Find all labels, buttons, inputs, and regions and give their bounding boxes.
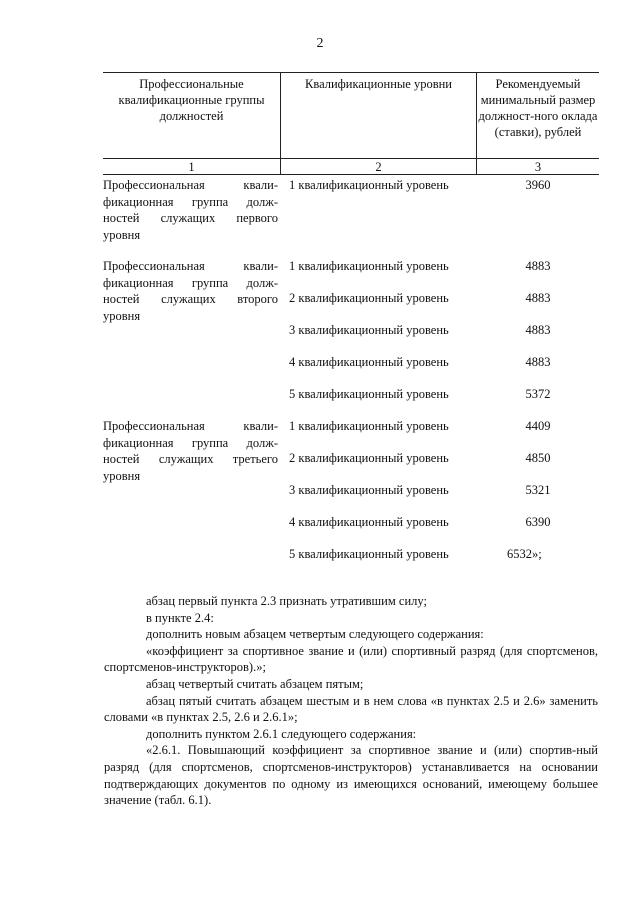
paragraph: абзац первый пункта 2.3 признать утратившим силу; <box>146 594 427 608</box>
table-top-rule <box>103 72 599 73</box>
page-number: 2 <box>316 36 324 51</box>
salary-value: 4883 <box>525 323 551 337</box>
level-label: 1 квалификационный уровень <box>289 419 449 433</box>
level-label: 3 квалификационный уровень <box>289 323 449 337</box>
salary-value: 3960 <box>525 178 551 192</box>
paragraph: дополнить пунктом 2.6.1 следующего содержания: <box>146 726 417 741</box>
salary-value: 4883 <box>525 355 551 369</box>
header-salary: Рекомендуемый минимальный размер должност-ного оклада (ставки), рублей <box>478 77 598 139</box>
salary-value: 5321 <box>525 483 551 497</box>
paragraph: абзац четвертый считать абзацем пятым; <box>146 676 364 691</box>
salary-value: 6390 <box>525 515 551 529</box>
salary-value: 6532»; <box>507 547 542 561</box>
level-label: 1 квалификационный уровень <box>289 178 449 192</box>
header-levels: Квалификационные уровни <box>305 77 452 91</box>
salary-value: 5372 <box>525 387 551 401</box>
salary-value: 4883 <box>525 291 551 305</box>
group-name: Профессиональная квали-фикационная группа долж-ностей служащих третьего уровня <box>103 419 278 483</box>
amendment-text <box>104 593 598 809</box>
level-label: 5 квалификационный уровень <box>289 387 449 401</box>
paragraph: дополнить новым абзацем четвертым следующего содержания: <box>146 627 484 642</box>
level-label: 4 квалификационный уровень <box>289 515 449 529</box>
salary-value: 4883 <box>525 259 551 273</box>
level-label: 1 квалификационный уровень <box>289 259 449 273</box>
paragraph: «коэффициент за спортивное звание и (или) спортивный разряд (для спортсменов, спортсменов-инструкторов).»; <box>104 643 598 675</box>
column-number: 2 <box>375 160 382 174</box>
column-number: 1 <box>188 160 195 174</box>
salary-value: 4850 <box>525 451 551 465</box>
level-label: 4 квалификационный уровень <box>289 355 449 369</box>
level-label: 5 квалификационный уровень <box>289 547 449 561</box>
salary-value: 4409 <box>525 419 551 433</box>
group-name: Профессиональная квали-фикационная группа долж-ностей служащих второго уровня <box>103 259 278 323</box>
level-label: 2 квалификационный уровень <box>289 291 449 305</box>
paragraph: «2.6.1. Повышающий коэффициент за спортивное звание и (или) спортив-ный разряд (для спортсменов, спортсменов-инструкторов) устанавливается на основании подтверждающих документов по одному из имеющихся оснований, имеющему большее значение (табл. 6.1). <box>104 743 598 808</box>
paragraph: в пункте 2.4: <box>146 610 214 625</box>
paragraph: абзац пятый считать абзацем шестым и в нем слова «в пунктах 2.5 и 2.6» заменить словами «в пунктах 2.5, 2.6 и 2.6.1»; <box>104 693 598 725</box>
level-label: 3 квалификационный уровень <box>289 483 449 497</box>
column-number: 3 <box>534 160 542 174</box>
level-label: 2 квалификационный уровень <box>289 451 449 465</box>
group-name: Профессиональная квали-фикационная группа долж-ностей служащих первого уровня <box>103 178 278 242</box>
header-groups: Профессиональные квалификационные группы должностей <box>118 77 265 123</box>
